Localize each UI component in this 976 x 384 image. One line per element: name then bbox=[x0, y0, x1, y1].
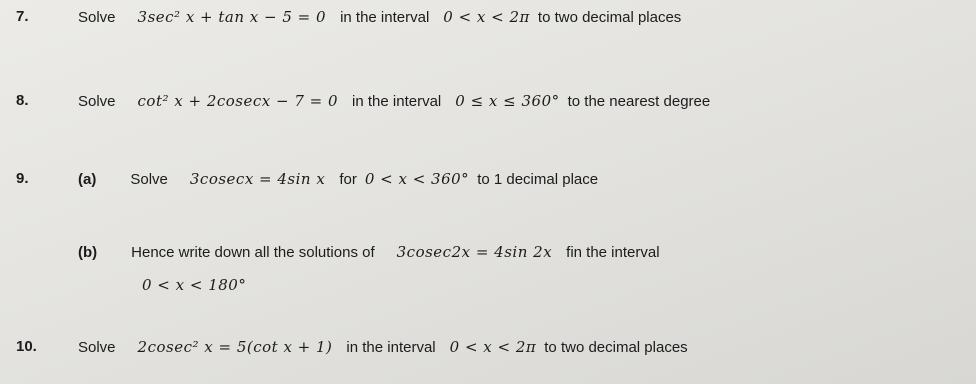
question-number: 9. bbox=[16, 170, 29, 187]
interval: 0 < x < 2π bbox=[443, 8, 530, 26]
interval: 0 < x < 180° bbox=[142, 276, 247, 294]
interval-prefix: fin the interval bbox=[566, 244, 660, 261]
equation: 3sec² x + tan x − 5 = 0 bbox=[137, 8, 327, 26]
accuracy-instruction: to 1 decimal place bbox=[477, 171, 599, 188]
interval: 0 ≤ x ≤ 360° bbox=[455, 92, 560, 110]
accuracy-instruction: to two decimal places bbox=[544, 339, 688, 356]
equation: 3cosecx = 4sin x bbox=[189, 170, 326, 188]
question-verb: Solve bbox=[78, 9, 116, 26]
question-9a bbox=[78, 170, 598, 188]
equation: cot² x + 2cosecx − 7 = 0 bbox=[137, 92, 339, 110]
interval-prefix: for bbox=[339, 171, 357, 188]
interval: 0 < x < 360° bbox=[364, 170, 470, 188]
accuracy-instruction: to two decimal places bbox=[537, 9, 682, 26]
question-9b-interval-line bbox=[142, 276, 246, 294]
accuracy-instruction: to the nearest degree bbox=[567, 93, 711, 110]
part-label: (a) bbox=[78, 171, 97, 188]
interval-prefix: in the interval bbox=[352, 93, 442, 110]
interval-prefix: in the interval bbox=[346, 339, 436, 356]
interval-prefix: in the interval bbox=[340, 9, 430, 26]
question-verb: Solve bbox=[78, 339, 116, 356]
question-number: 7. bbox=[16, 8, 29, 25]
question-number: 8. bbox=[16, 92, 29, 109]
question-8 bbox=[78, 92, 710, 110]
equation: 2cosec² x = 5(cot x + 1) bbox=[137, 338, 333, 356]
question-verb: Solve bbox=[130, 171, 168, 188]
question-number: 10. bbox=[16, 338, 37, 355]
equation: 3cosec2x = 4sin 2x bbox=[396, 243, 553, 261]
question-7 bbox=[78, 8, 681, 26]
interval: 0 < x < 2π bbox=[449, 338, 537, 356]
question-text: Hence write down all the solutions of bbox=[131, 244, 375, 261]
part-label: (b) bbox=[78, 244, 98, 261]
question-10 bbox=[78, 338, 688, 356]
question-verb: Solve bbox=[78, 93, 116, 110]
question-9b bbox=[78, 243, 660, 261]
